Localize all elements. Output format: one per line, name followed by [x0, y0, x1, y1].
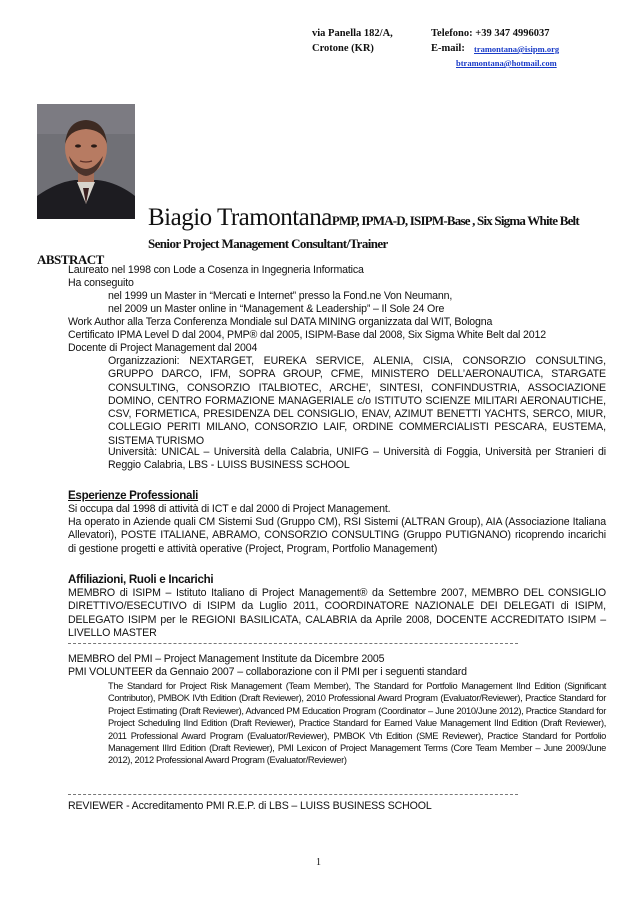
email-link-1-wrap [474, 44, 559, 55]
credentials: PMP, IPMA-D, ISIPM-Base , Six Sigma White Belt [331, 213, 579, 228]
organizations-paragraph: Organizzazioni: NEXTARGET, EUREKA SERVICE, ALENIA, CISIA, CONSORZIO CONSULTING, GRUPPO DARCO, IFM, SOPRA GROUP, CFME, MINISTERO DELL’AERONAUTICA, STARGATE CONSULTING, CONSORZIO ITALBIOTEC, ARCHE’, SINTESI, CONFINDUSTRIA, ASSOCIAZIONE DOMINO, CENTRO FORMAZIONE MANAGERIALE c/o ISTITUTO SCIENZE MILITARI AERONAUTICHE, CSV, FORMETICA, PRESIDENZA DEL CONSIGLIO, ENAV, AZIMUT BENETTI YACHTS, SERCO, MIUR, COLLEGIO PERITI MILANO, CONSORZIO LAIF, ORDINE COMMERCIALISTI PESCARA, EUSTEMA, SISTEMA TURISMO [108, 355, 606, 447]
page-number: 1 [316, 857, 321, 868]
portrait-photo [37, 104, 135, 219]
dashed-divider [68, 794, 518, 795]
dashed-divider [68, 643, 518, 644]
contact-address-2: Crotone (KR) [312, 43, 374, 54]
name-heading [148, 204, 579, 232]
email-link-1[interactable]: tramontana@isipm.org [474, 44, 560, 54]
experience-heading: Esperienze Professionali [68, 489, 199, 502]
portrait-photo-image [37, 104, 135, 219]
experience-line: Si occupa dal 1998 di attività di ICT e dal 2000 di Project Management. [68, 503, 391, 515]
pmi-member-line: MEMBRO del PMI – Project Management Institute da Dicembre 2005 [68, 653, 385, 665]
abstract-line: Ha conseguito [68, 277, 134, 289]
pmi-standards-paragraph: The Standard for Project Risk Management (Team Member), The Standard for Portfolio Management IInd Edition (Significant Contributor), PMBOK IVth Edition (Draft Reviewer), 2010 Professional Award Program (Evaluator/Reviewer), Practice Standard for Project Estimating (Draft Reviewer), Advanced PM Education Program (Coordinator – June 2010/June 2012), Practice Standard for Project Scheduling IInd Edition (Draft Reviewer), Practice Standard for Earned Value Management IInd Edition (Draft Reviewer), 2011 Professional Award Program (Evaluator/Reviewer), PMBOK Vth Edition (SME Reviewer), Practice Standard for Portfolio Management IIIrd Edition (Draft Reviewer), PMI Lexicon of Project Management Terms (Core Team Member – June 2009/June 2012), 2012 Professional Award Program (Evaluator/Reviewer) [108, 681, 606, 766]
pmi-volunteer-line: PMI VOLUNTEER da Gennaio 2007 – collaborazione con il PMI per i seguenti standard [68, 666, 467, 678]
abstract-line: nel 1999 un Master in “Mercati e Internet” presso la Fond.ne Von Neumann, [108, 290, 453, 302]
contact-address-1: via Panella 182/A, [312, 28, 393, 39]
reviewer-line: REVIEWER - Accreditamento PMI R.E.P. di LBS – LUISS BUSINESS SCHOOL [68, 800, 432, 812]
contact-phone: Telefono: +39 347 4996037 [431, 28, 550, 39]
experience-paragraph: Ha operato in Aziende quali CM Sistemi Sud (Gruppo CM), RSI Sistemi (ALTRAN Group), AIA (Associazione Italiana Allevatori), POSTE ITALIANE, ABRAMO, CONSORZIO CONSULTING (Gruppo PUTIGNANO) ricoprendo incarichi di gestione progetti e attività operative (Project, Program, Portfolio Management) [68, 516, 606, 555]
abstract-line: Laureato nel 1998 con Lode a Cosenza in Ingegneria Informatica [68, 264, 364, 276]
universities-paragraph: Università: UNICAL – Università della Calabria, UNIFG – Università di Foggia, Università per Stranieri di Reggio Calabria, LBS - LUISS BUSINESS SCHOOL [108, 446, 606, 472]
abstract-line: nel 2009 un Master online in “Management & Leadership” – Il Sole 24 Ore [108, 303, 445, 315]
person-name: Biagio Tramontana [148, 204, 332, 231]
abstract-line: Docente di Project Management dal 2004 [68, 342, 258, 354]
job-title: Senior Project Management Consultant/Trainer [148, 236, 388, 251]
email-link-2[interactable]: btramontana@hotmail.com [456, 58, 557, 68]
affiliations-heading: Affiliazioni, Ruoli e Incarichi [68, 573, 214, 586]
abstract-line: Work Author alla Terza Conferenza Mondiale sul DATA MINING organizzata dal WIT, Bologna [68, 316, 493, 328]
abstract-heading: ABSTRACT [37, 252, 104, 267]
contact-email-label: E-mail: [431, 43, 465, 54]
abstract-line: Certificato IPMA Level D dal 2004, PMP® dal 2005, ISIPM-Base dal 2008, Six Sigma White Belt dal 2012 [68, 329, 547, 341]
email-link-2-wrap [456, 58, 557, 69]
affiliations-paragraph: MEMBRO di ISIPM – Istituto Italiano di Project Management® da Settembre 2007, MEMBRO DEL CONSIGLIO DIRETTIVO/ESECUTIVO di ISIPM da Luglio 2011, COORDINATORE NAZIONALE DEI DELEGATI di ISIPM, DELEGATO ISIPM per le REGIONI BASILICATA, CALABRIA da Aprile 2008, DOCENTE ACCREDITATO ISIPM – LIVELLO MASTER [68, 587, 606, 639]
